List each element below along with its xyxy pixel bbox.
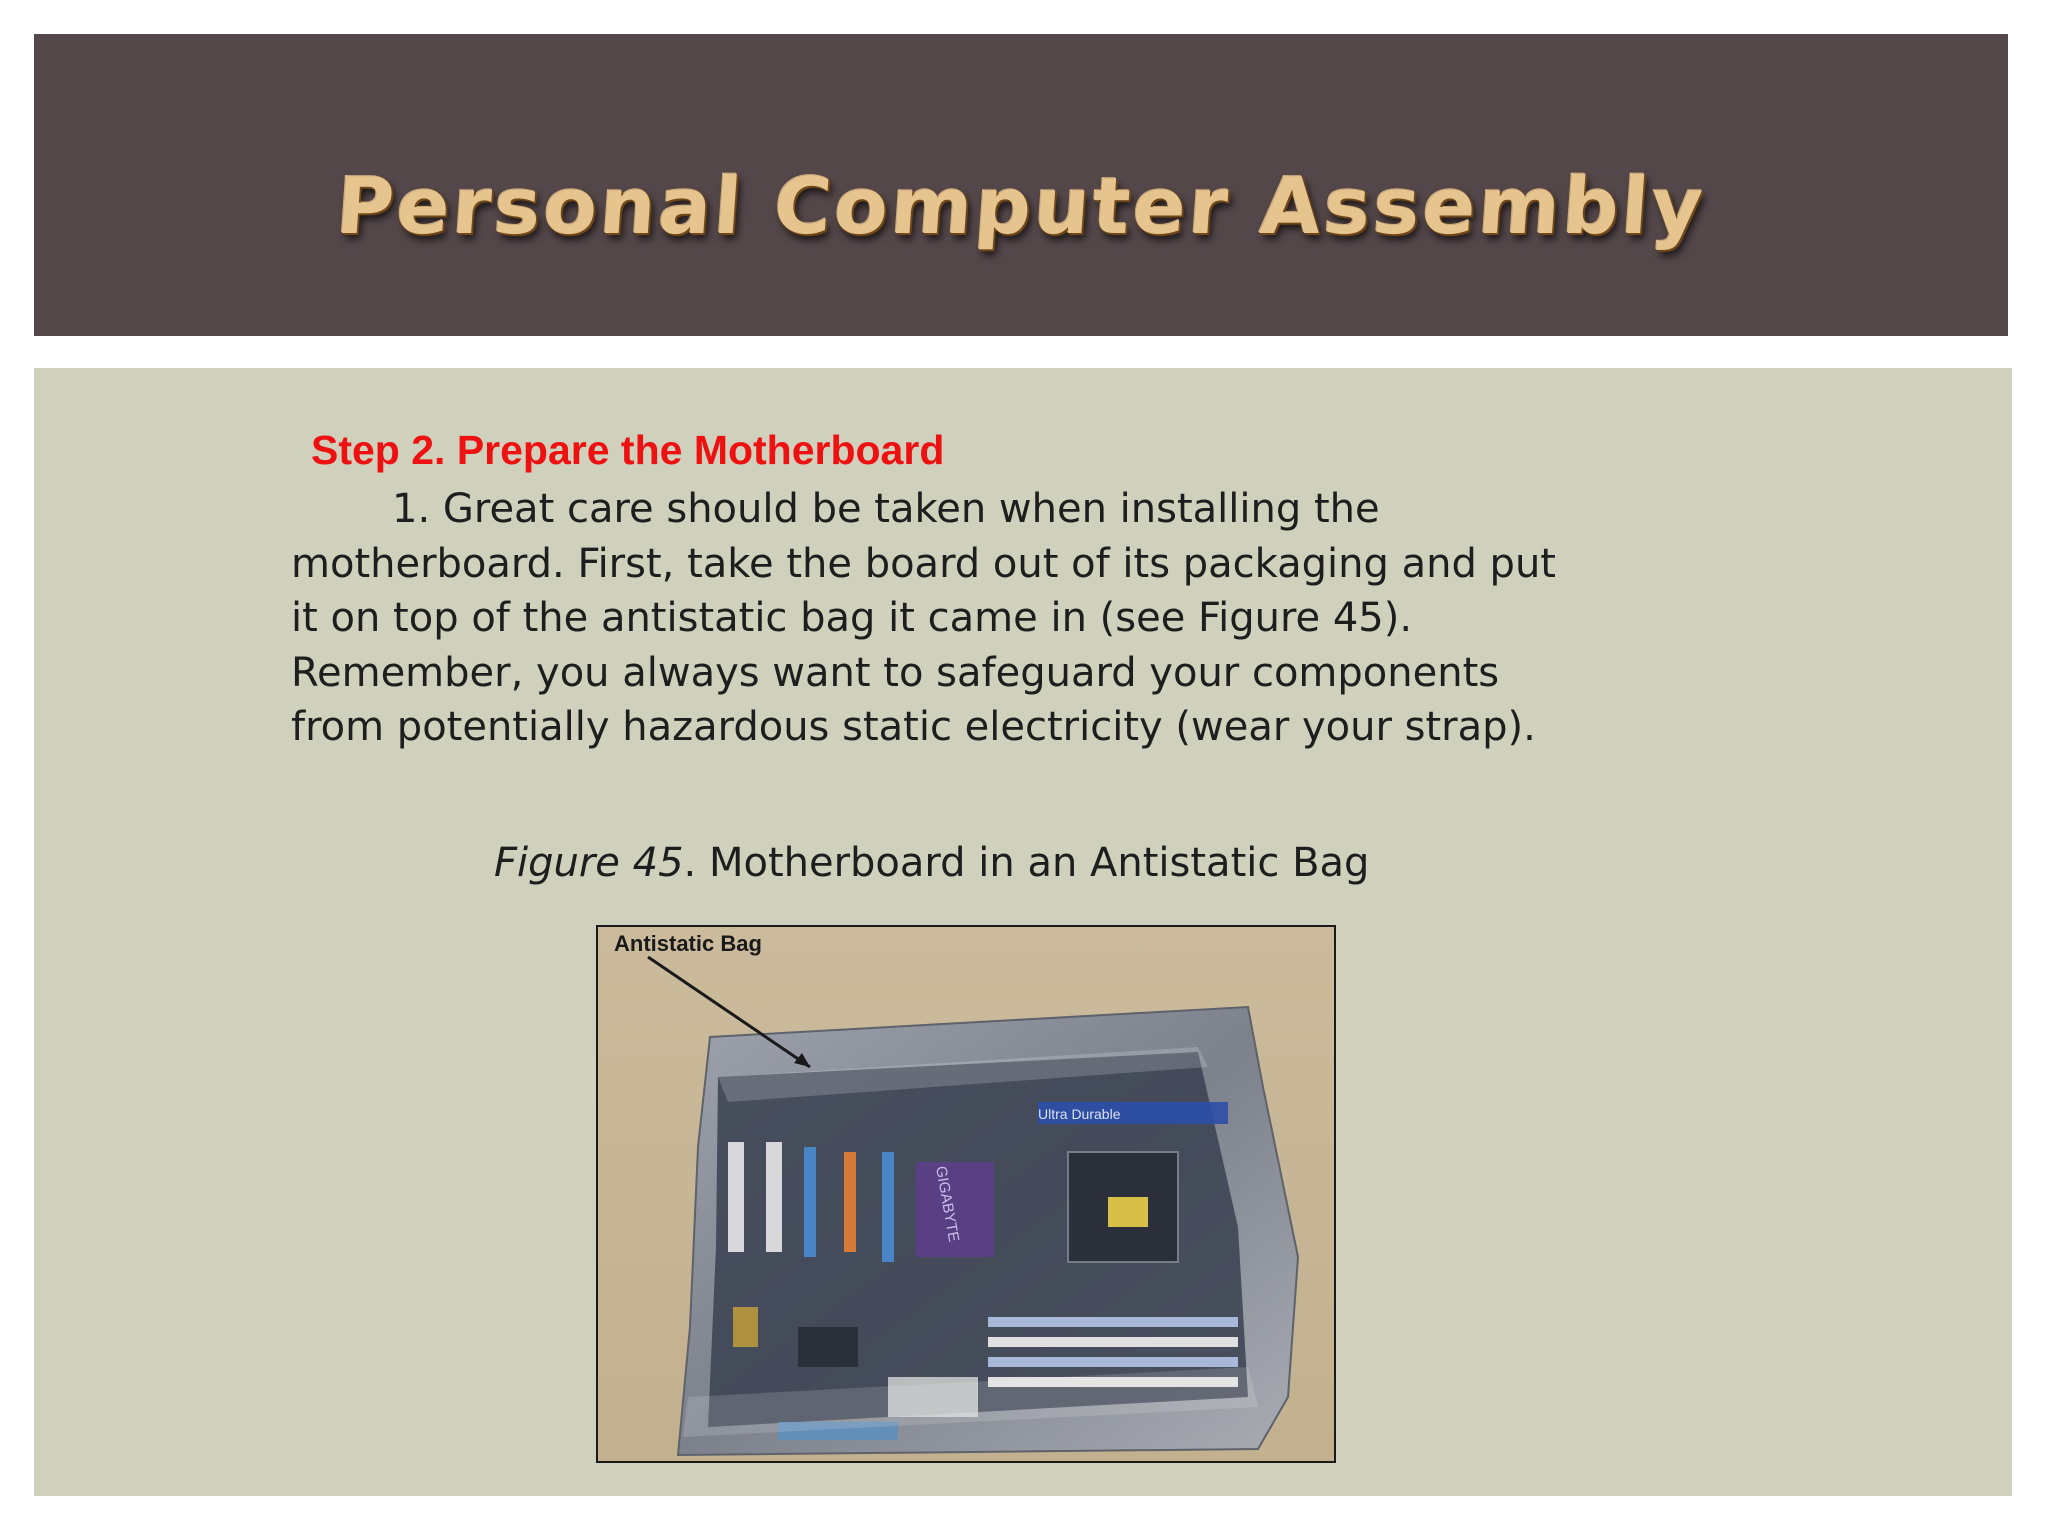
paragraph-line: it on top of the antistatic bag it came in (see Figure 45). [291,595,1413,641]
memory-slot [988,1337,1238,1347]
pci-slot [728,1142,744,1252]
board-component [733,1307,758,1347]
board-banner-text: Ultra Durable [1038,1106,1121,1122]
board-component [798,1327,858,1367]
memory-slot [988,1317,1238,1327]
motherboard-illustration [598,927,1334,1461]
pcie-slot [882,1152,894,1262]
figure-caption [494,840,1369,886]
memory-slot [988,1357,1238,1367]
step-heading: Step 2. Prepare the Motherboard [311,427,945,473]
paragraph-line: motherboard. First, take the board out of its packaging and put [291,540,1556,587]
paragraph-line: from potentially hazardous static electricity (wear your strap). [291,704,1536,750]
pcie-slot [804,1147,816,1257]
figure-reference: Figure 45 [494,840,684,886]
antistatic-bag-label: Antistatic Bag [614,931,762,956]
instruction-paragraph [291,482,1591,755]
paragraph-line: Remember, you always want to safeguard your components [291,649,1500,696]
title-banner [34,34,2008,336]
cpu-retention-label [1108,1197,1148,1227]
pcie-slot [844,1152,856,1252]
board-brand-text: GIGABYTE [932,1164,963,1244]
pci-slot [766,1142,782,1252]
paragraph-line: 1. Great care should be taken when installing the [392,486,1380,532]
slide-title: Personal Computer Assembly [333,162,1709,252]
caption-text: . Motherboard in an Antistatic Bag [683,840,1370,886]
motherboard-photo [596,925,1336,1463]
